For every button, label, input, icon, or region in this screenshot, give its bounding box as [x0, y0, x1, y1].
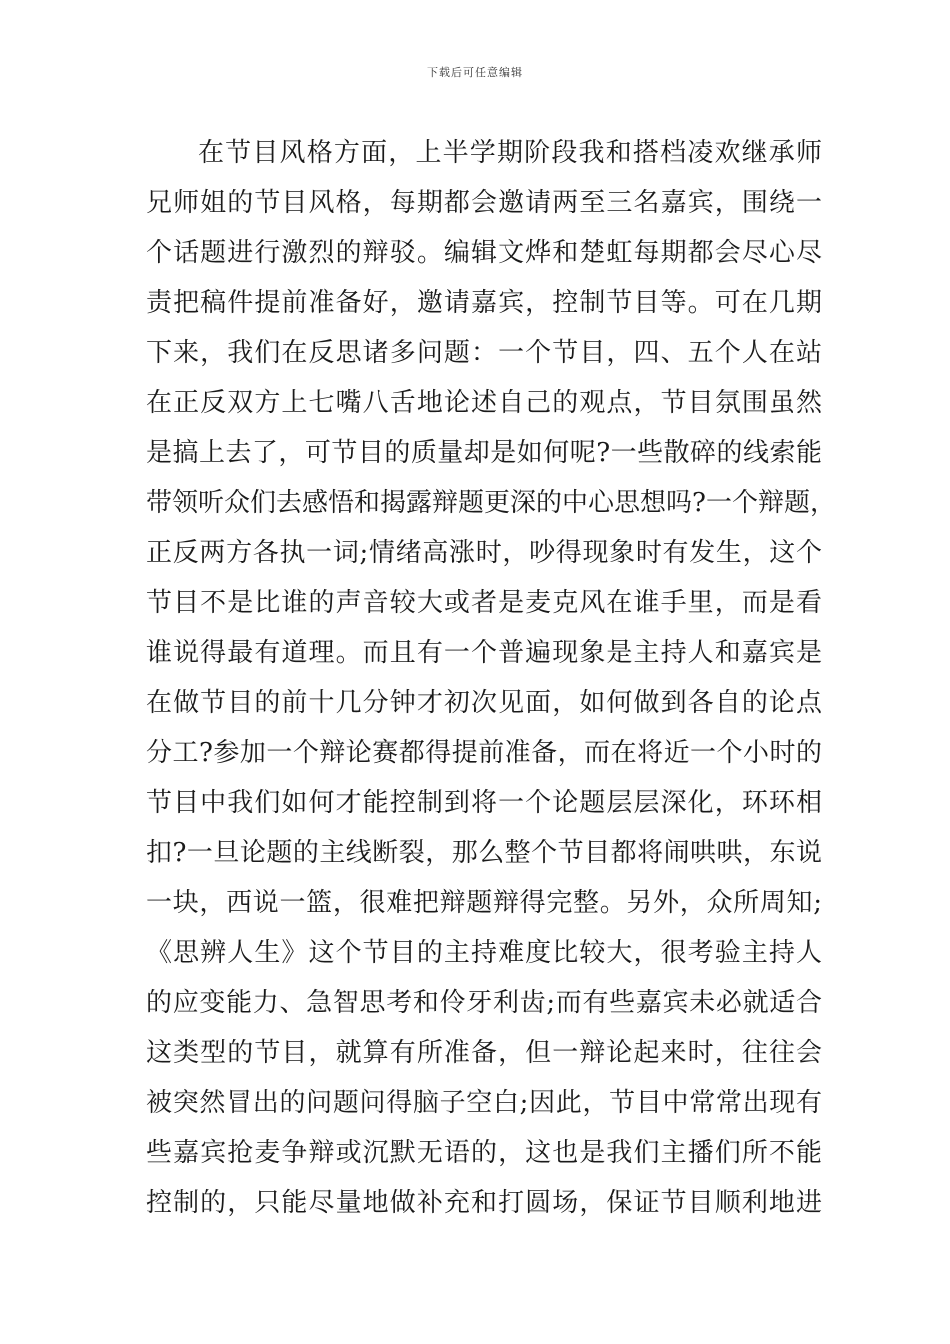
- paragraph-line: 兄师姐的节目风格，每期都会邀请两至三名嘉宾，围绕一: [146, 188, 822, 218]
- paragraph-line: 下来，我们在反思诸多问题：一个节目，四、五个人在站: [146, 338, 822, 368]
- paragraph-line: 在正反双方上七嘴八舌地论述自己的观点，节目氛围虽然: [146, 388, 822, 418]
- body-paragraph: [146, 128, 836, 1228]
- paragraph-line: 在节目风格方面，上半学期阶段我和搭档凌欢继承师: [198, 138, 822, 168]
- paragraph-line: 分工?参加一个辩论赛都得提前准备，而在将近一个小时的: [146, 738, 822, 768]
- paragraph-line: 是搞上去了，可节目的质量却是如何呢?一些散碎的线索能: [146, 438, 822, 468]
- paragraph-line: 扣?一旦论题的主线断裂，那么整个节目都将闹哄哄，东说: [146, 838, 822, 868]
- paragraph-line: 责把稿件提前准备好，邀请嘉宾，控制节目等。可在几期: [146, 288, 822, 318]
- paragraph-line: 在做节目的前十几分钟才初次见面，如何做到各自的论点: [146, 688, 822, 718]
- paragraph-line: 谁说得最有道理。而且有一个普遍现象是主持人和嘉宾是: [146, 638, 822, 668]
- paragraph-line: 的应变能力、急智思考和伶牙利齿;而有些嘉宾未必就适合: [146, 988, 822, 1018]
- paragraph-line: 一块，西说一篮，很难把辩题辩得完整。另外，众所周知;: [146, 888, 822, 918]
- paragraph-line: 这类型的节目，就算有所准备，但一辩论起来时，往往会: [146, 1038, 822, 1068]
- paragraph-line: 节目中我们如何才能控制到将一个论题层层深化，环环相: [146, 788, 822, 818]
- paragraph-line: 带领听众们去感悟和揭露辩题更深的中心思想吗?一个辩题，: [146, 488, 836, 518]
- paragraph-line: 控制的，只能尽量地做补充和打圆场，保证节目顺利地进: [146, 1188, 822, 1218]
- paragraph-line: 节目不是比谁的声音较大或者是麦克风在谁手里，而是看: [146, 588, 822, 618]
- paragraph-line: 个话题进行激烈的辩驳。编辑文烨和楚虹每期都会尽心尽: [146, 238, 822, 268]
- page-header: 下载后可任意编辑: [427, 66, 523, 79]
- paragraph-line: 《思辨人生》这个节目的主持难度比较大，很考验主持人: [146, 938, 822, 968]
- paragraph-line: 被突然冒出的问题问得脑子空白;因此，节目中常常出现有: [146, 1088, 822, 1118]
- paragraph-line: 些嘉宾抢麦争辩或沉默无语的，这也是我们主播们所不能: [146, 1138, 822, 1168]
- paragraph-line: 正反两方各执一词;情绪高涨时，吵得现象时有发生，这个: [146, 538, 822, 568]
